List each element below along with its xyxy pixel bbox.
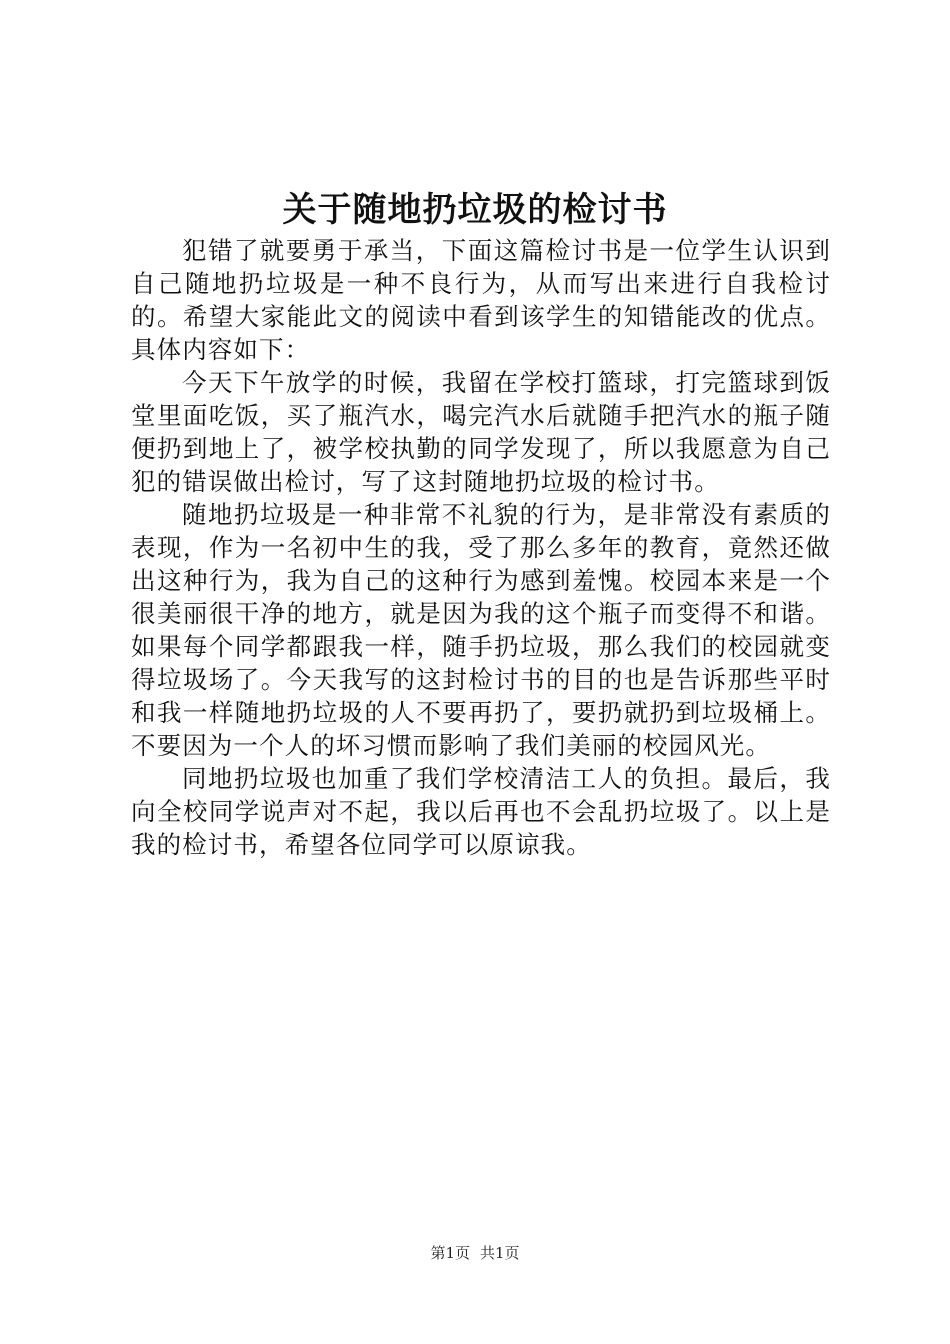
paragraph-incident: 今天下午放学的时候，我留在学校打篮球，打完篮球到饭堂里面吃饭，买了瓶汽水，喝完汽水后就随手把汽水的瓶子随便扔到地上了，被学校执勤的同学发现了，所以我愿意为自己犯的错误做出检讨，写了这封随地扔垃圾的检讨书。 (131, 368, 831, 496)
paragraph-reflection: 随地扔垃圾是一种非常不礼貌的行为，是非常没有素质的表现，作为一名初中生的我，受了那么多年的教育，竟然还做出这种行为，我为自己的这种行为感到羞愧。校园本来是一个很美丽很干净的地方，就是因为我的这个瓶子而变得不和谐。如果每个同学都跟我一样，随手扔垃圾，那么我们的校园就变得垃圾场了。今天我写的这封检讨书的目的也是告诉那些平时和我一样随地扔垃圾的人不要再扔了，要扔就扔到垃圾桶上。不要因为一个人的坏习惯而影响了我们美丽的校园风光。 (131, 500, 831, 760)
document-body (131, 234, 831, 861)
document-title: 关于随地扔垃圾的检讨书 (282, 190, 668, 230)
paragraph-apology: 同地扔垃圾也加重了我们学校清洁工人的负担。最后，我向全校同学说声对不起，我以后再也不会乱扔垃圾了。以上是我的检讨书，希望各位同学可以原谅我。 (131, 764, 831, 859)
paragraph-intro: 犯错了就要勇于承当，下面这篇检讨书是一位学生认识到自己随地扔垃圾是一种不良行为，从而写出来进行自我检讨的。希望大家能此文的阅读中看到该学生的知错能改的优点。具体内容如下： (131, 236, 831, 364)
page-number-total: 共1页 (480, 1244, 520, 1262)
page-footer (0, 1242, 950, 1264)
page-number-current: 第1页 (430, 1244, 470, 1262)
